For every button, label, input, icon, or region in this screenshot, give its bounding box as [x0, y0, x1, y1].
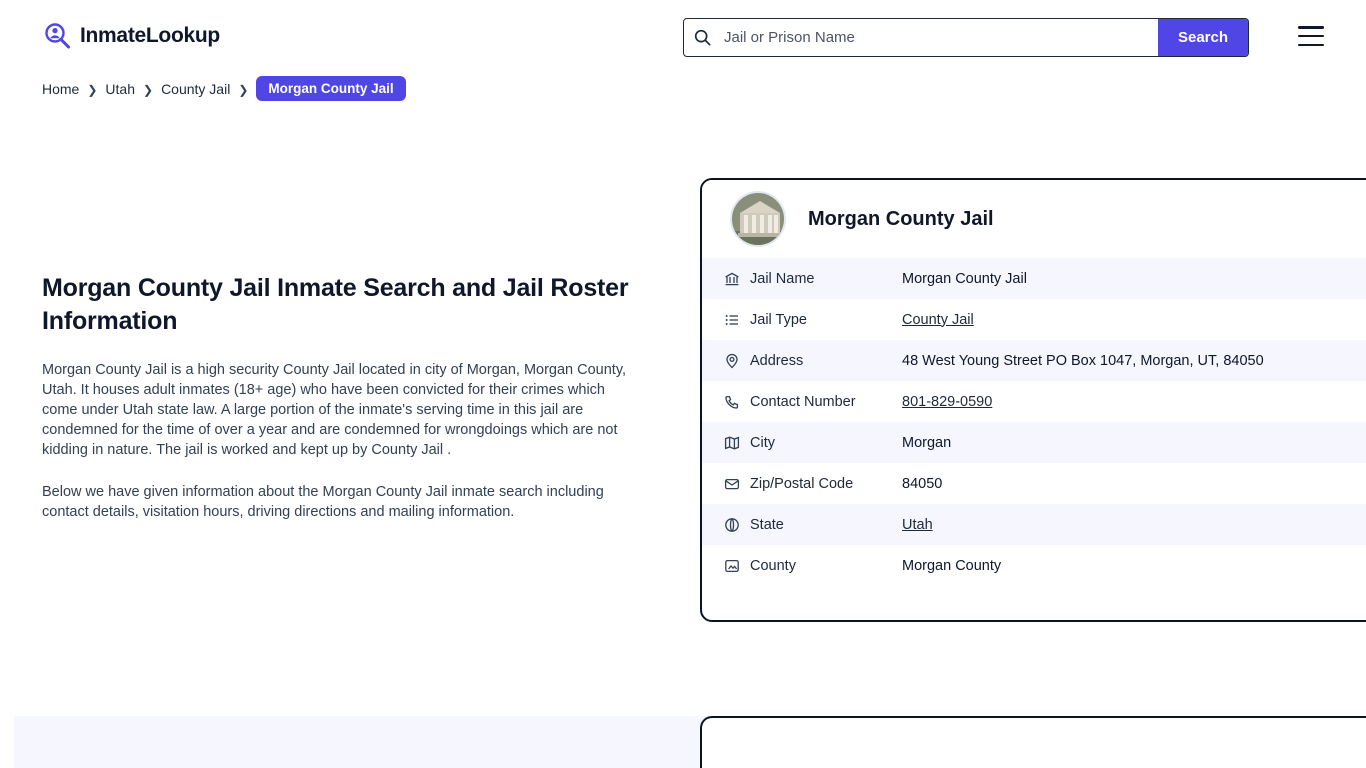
table-row — [702, 258, 1366, 299]
globe-icon — [724, 517, 750, 533]
table-row — [702, 422, 1366, 463]
description-paragraph-2: Below we have given information about the Morgan County Jail inmate search including contact details, visitation hours, driving directions and mailing information. — [42, 484, 604, 520]
phone-icon — [724, 394, 750, 410]
envelope-icon — [724, 476, 750, 492]
row-label: Zip/Postal Code — [750, 475, 854, 492]
row-value — [902, 312, 974, 328]
chevron-right-icon: ❯ — [143, 82, 154, 97]
row-label: City — [750, 434, 775, 451]
map-icon — [724, 435, 750, 451]
row-value: Morgan County Jail — [902, 270, 1027, 287]
page-bottom-left-gap — [0, 716, 14, 768]
site-logo[interactable] — [42, 21, 220, 51]
logo-text: InmateLookup — [80, 24, 220, 47]
row-label: County — [750, 557, 796, 574]
row-value — [902, 394, 992, 410]
map-pin-icon — [724, 353, 750, 369]
chevron-right-icon: ❯ — [238, 82, 249, 97]
breadcrumb-item-county-jail[interactable]: County Jail — [161, 80, 231, 97]
site-header — [0, 0, 1366, 74]
main-content — [42, 272, 632, 544]
row-label: State — [750, 516, 784, 533]
table-row — [702, 504, 1366, 545]
row-value: 48 West Young Street PO Box 1047, Morgan, UT, 84050 — [902, 352, 1264, 369]
breadcrumb — [42, 76, 406, 101]
contact-number-link[interactable]: 801-829-0590 — [902, 393, 993, 410]
lower-card-edge — [700, 716, 1366, 768]
breadcrumb-current: Morgan County Jail — [256, 76, 405, 101]
card-title: Morgan County Jail — [808, 207, 994, 230]
jail-info-card — [700, 178, 1366, 622]
description-paragraph-1: Morgan County Jail is a high security County Jail located in city of Morgan, Morgan County, Utah. It houses adult inmates (18+ age) who have been convicted for their crimes which come under Utah state law. A large portion of the inmate's serving time in this jail are condemned for the time of over a year and are condemned for wrongdoings which are not kidding in nature. The jail is worked and kept up by County Jail . — [42, 362, 627, 458]
frame-icon — [724, 558, 750, 574]
breadcrumb-item-home[interactable]: Home — [42, 80, 80, 97]
search-input[interactable] — [720, 19, 1158, 56]
card-header — [702, 180, 1366, 258]
bank-icon — [724, 271, 750, 287]
row-value: Morgan — [902, 434, 952, 451]
row-label: Address — [750, 352, 804, 369]
row-label: Jail Name — [750, 270, 815, 287]
search-button[interactable]: Search — [1158, 19, 1248, 56]
row-value — [902, 517, 933, 533]
list-icon — [724, 312, 750, 328]
table-row — [702, 340, 1366, 381]
table-row — [702, 381, 1366, 422]
chevron-right-icon: ❯ — [87, 82, 98, 97]
page-title: Morgan County Jail Inmate Search and Jail Roster Information — [42, 274, 629, 335]
state-link[interactable]: Utah — [902, 516, 933, 533]
table-row — [702, 463, 1366, 504]
row-value: 84050 — [902, 475, 943, 492]
breadcrumb-item-utah[interactable]: Utah — [105, 80, 135, 97]
table-row — [702, 545, 1366, 586]
row-value: Morgan County — [902, 557, 1002, 574]
search-bar[interactable] — [683, 18, 1249, 57]
row-label: Jail Type — [750, 311, 807, 328]
magnifier-person-icon — [42, 21, 72, 51]
courthouse-building-photo — [730, 191, 786, 247]
row-label: Contact Number — [750, 393, 856, 410]
table-row — [702, 299, 1366, 340]
hamburger-menu-icon[interactable] — [1298, 26, 1324, 46]
search-icon — [684, 19, 720, 56]
jail-type-link[interactable]: County Jail — [902, 311, 974, 328]
